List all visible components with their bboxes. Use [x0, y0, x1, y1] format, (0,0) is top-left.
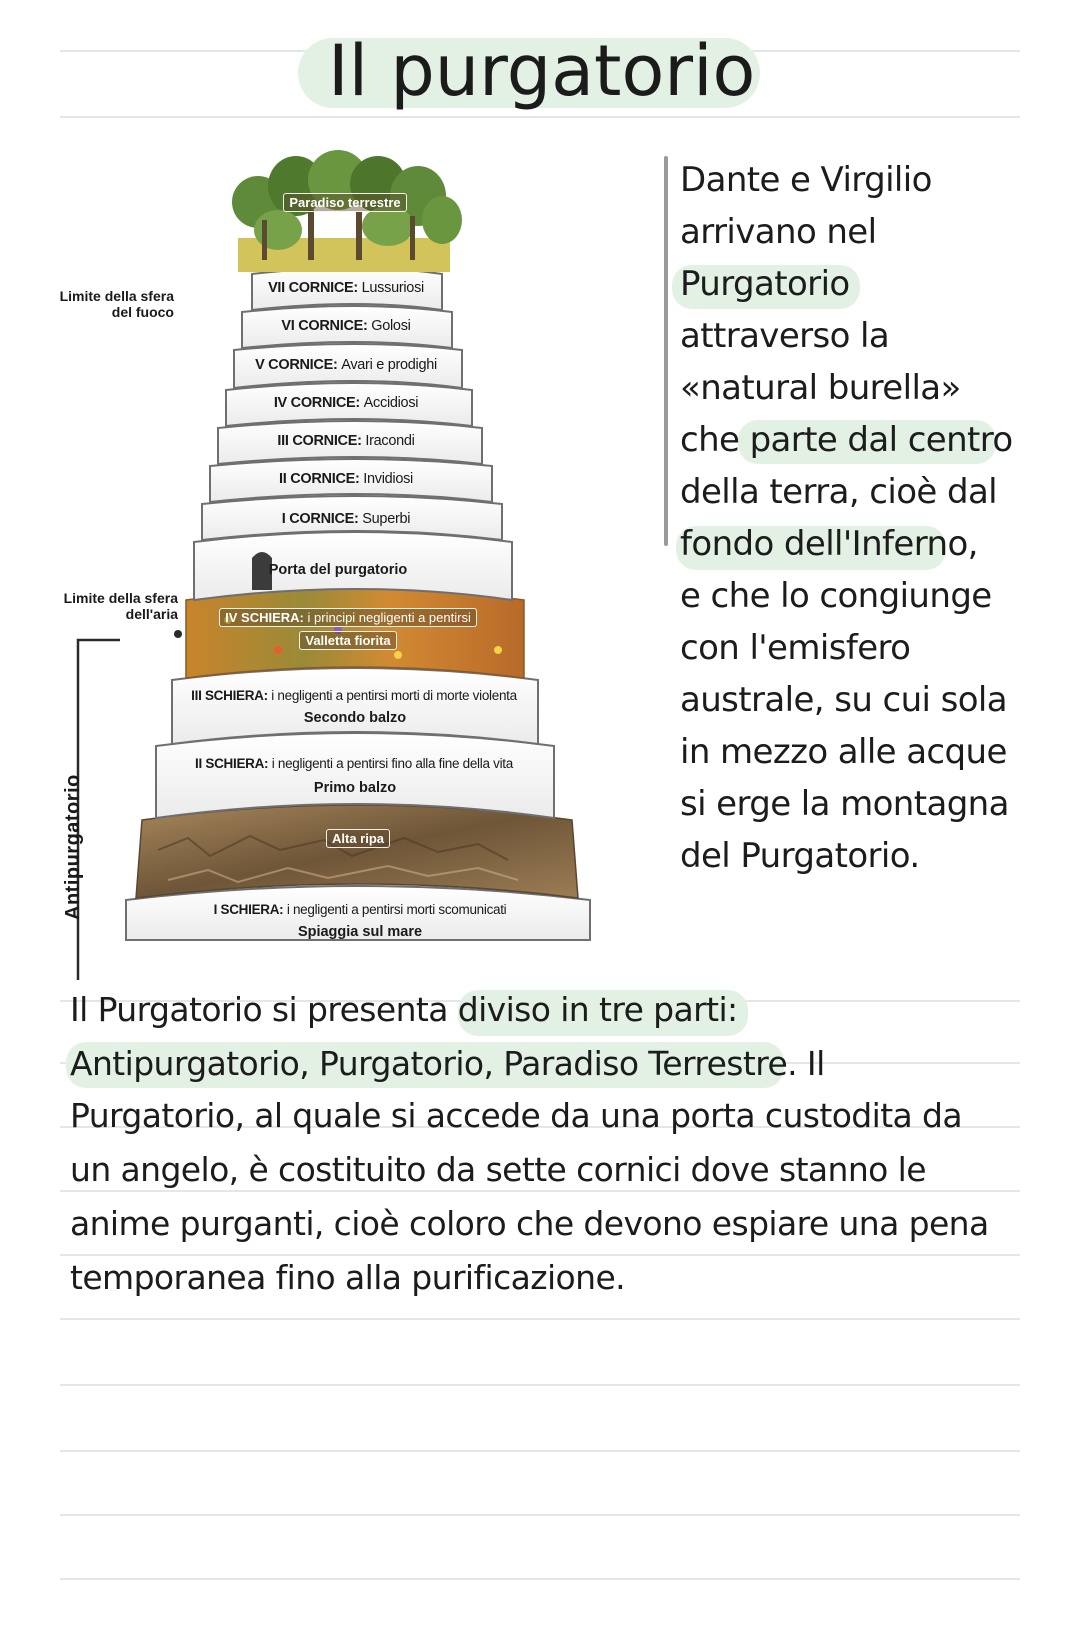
note-line-12: in mezzo alle acque	[680, 732, 1007, 772]
cornice-iii-label: III CORNICE: Iracondi	[277, 433, 415, 449]
note-line-4: attraverso la	[680, 316, 890, 356]
cornice-iv-label: IV CORNICE: Accidiosi	[273, 395, 419, 411]
limite-fuoco-label: Limite della sfera del fuoco	[59, 288, 174, 320]
notebook-line	[60, 116, 1020, 118]
paradiso-tag-wrap	[165, 192, 525, 212]
primo-balzo-label: Primo balzo	[313, 780, 397, 796]
alta-ripa-tag-wrap	[178, 828, 538, 848]
spiaggia-label: Spiaggia sul mare	[297, 924, 423, 940]
note-line-13: si erge la montagna	[680, 784, 1009, 824]
antipurgatorio-vertical-label: Antipurgatorio	[62, 774, 84, 920]
margin-bar	[664, 156, 668, 546]
schiera-iii-label: III SCHIERA: i negligenti a pentirsi morti di morte violenta	[191, 688, 517, 703]
paragraph-line-6: temporanea fino alla purificazione.	[70, 1258, 626, 1297]
paragraph-line-5: anime purganti, cioè coloro che devono espiare una pena	[70, 1204, 989, 1243]
schiera-iv-tag-wrap	[168, 607, 528, 627]
alta-ripa-tag: Alta ripa	[326, 829, 390, 848]
paragraph-line-3: Purgatorio, al quale si accede da una porta custodita da	[70, 1096, 963, 1135]
paragraph-line-2: Antipurgatorio, Purgatorio, Paradiso Terrestre. Il	[70, 1044, 825, 1083]
schiera-i-label: I SCHIERA: i negligenti a pentirsi morti scomunicati	[213, 902, 507, 917]
porta-label: Porta del purgatorio	[268, 562, 408, 578]
cornice-vii-label: VII CORNICE: Lussuriosi	[268, 280, 424, 296]
notebook-line	[60, 1318, 1020, 1320]
notebook-line	[60, 1254, 1020, 1256]
schiera-ii-label: II SCHIERA: i negligenti a pentirsi fino alla fine della vita	[195, 756, 513, 771]
notebook-line	[60, 1384, 1020, 1386]
note-line-3: Purgatorio	[680, 264, 850, 304]
secondo-balzo-label: Secondo balzo	[303, 710, 407, 726]
notebook-line	[60, 1514, 1020, 1516]
note-line-8: fondo dell'Inferno,	[680, 524, 978, 564]
note-line-6: che parte dal centro	[680, 420, 1013, 460]
limite-aria-label: Limite della sfera dell'aria	[63, 590, 178, 622]
cornice-v-label: V CORNICE: Avari e prodighi	[255, 357, 437, 373]
paradiso-tag: Paradiso terrestre	[283, 193, 406, 212]
tier-schiera-iii	[172, 668, 538, 744]
cornice-i-label: I CORNICE: Superbi	[281, 511, 411, 527]
paragraph-line-4: un angelo, è costituito da sette cornici dove stanno le	[70, 1150, 926, 1189]
valletta-tag-wrap	[168, 630, 528, 650]
paragraph-line-1: Il Purgatorio si presenta diviso in tre parti:	[70, 990, 738, 1029]
note-line-14: del Purgatorio.	[680, 836, 920, 876]
purgatory-diagram	[38, 150, 678, 980]
note-line-5: «natural burella»	[680, 368, 961, 408]
page-title: Il purgatorio	[328, 30, 756, 112]
notebook-line	[60, 1190, 1020, 1192]
cornice-ii-label: II CORNICE: Invidiosi	[279, 471, 413, 487]
tier-alta-ripa	[136, 805, 578, 898]
valletta-tag: Valletta fiorita	[299, 631, 396, 650]
cornice-vi-label: VI CORNICE: Golosi	[281, 318, 411, 334]
note-line-9: e che lo congiunge	[680, 576, 992, 616]
notebook-line	[60, 1450, 1020, 1452]
note-line-11: australe, su cui sola	[680, 680, 1007, 720]
note-line-7: della terra, cioè dal	[680, 472, 998, 512]
note-line-2: arrivano nel	[680, 212, 877, 252]
note-line-1: Dante e Virgilio	[680, 160, 932, 200]
schiera-iv-tag: IV SCHIERA: i principi negligenti a pentirsi	[219, 608, 477, 627]
notebook-line	[60, 1578, 1020, 1580]
note-line-10: con l'emisfero	[680, 628, 911, 668]
